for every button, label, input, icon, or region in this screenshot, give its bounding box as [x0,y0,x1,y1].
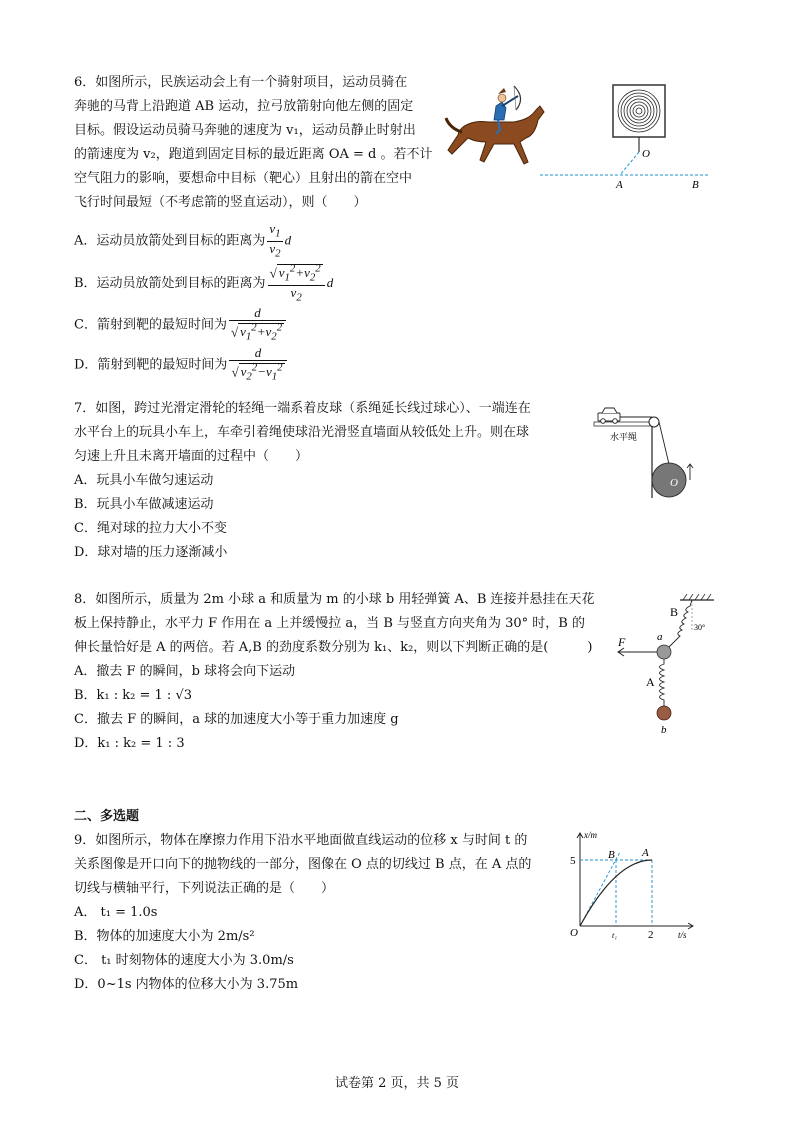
q8-option-a: A．撤去 F 的瞬间，b 球将会向下运动 [74,664,296,679]
rope-label: 水平绳 [610,433,638,443]
q6-option-d-formula: $\frac{d}{√ v_2^2-v_1^2}$ [229,346,286,384]
q6-option-b: B．运动员放箭处到目标的距离为 $\frac{√ v_1^2+v_2^2}{v_2}$ d [74,263,334,304]
toy-car-icon [598,408,620,423]
q9-option-b: B．物体的加速度大小为 2m/s² [74,929,255,944]
q6-option-a-formula: $\frac{v_1}{v_2}$ [269,221,281,260]
q6-line-5: 空气阻力的影响，要想命中目标（靶心）且射出的箭在空中 [74,171,413,186]
ball-b-icon [657,706,671,720]
rope-to-ball [659,422,669,464]
q9-line-3: 切线与横轴平行，下列说法正确的是（ ） [74,881,335,896]
spring-a-icon [660,659,665,706]
q6-option-a: A．运动员放箭处到目标的距离为 $\frac{v_1}{v_2}$ d [74,221,292,260]
q6-line-4: 的箭速度为 v₂，跑道到固定目标的最近距离 OA = d 。若不计 [74,147,433,162]
angle-label: 30° [694,623,706,632]
q6-option-b-formula: $\frac{√ v_1^2+v_2^2}{v_2}$ [268,262,325,305]
q8-figure [610,592,720,742]
ball-a-label: a [657,631,663,643]
q9-line-2: 关系图像是开口向下的抛物线的一部分，图像在 O 点的切线过 B 点，在 A 点的 [74,857,532,872]
q6-option-d-text: D．箭射到靶的最短时间为 [74,357,228,373]
ball-center-label: O [670,477,678,489]
q6-line-1: 6．如图所示，民族运动会上有一个骑射项目，运动员骑在 [74,75,408,90]
q8-option-c: C．撤去 F 的瞬间，a 球的加速度大小等于重力加速度 g [74,712,399,727]
y-axis-label: x/m [584,830,597,840]
q7-option-d: D．球对墙的压力逐渐减小 [74,545,228,560]
q6-option-c [74,306,288,344]
q7-option-c: C．绳对球的拉力大小不变 [74,521,227,536]
q9-figure [566,828,702,940]
q9-option-d: D．0~1s 内物体的位移大小为 3.75m [74,977,299,992]
q9-option-a: A． t₁ = 1.0s [74,905,158,920]
q9-option-c: C． t₁ 时刻物体的速度大小为 3.0m/s [74,953,294,968]
q7-option-b: B．玩具小车做减速运动 [74,497,214,512]
x-tick-2: 2 [648,929,654,940]
ball-icon [652,463,686,497]
q7-line-1: 7．如图，跨过光滑定滑轮的轻绳一端系着皮球（系绳延长线过球心）、一端连在 [74,401,531,416]
point-a-label: A [642,847,649,859]
point-b-label: B [608,849,615,861]
q6-line-2: 奔驰的马背上沿跑道 AB 运动，拉弓放箭射向他左侧的固定 [74,99,414,114]
q7-line-2: 水平台上的玩具小车上，车牵引着绳使球沿光滑竖直墙面从较低处上升。则在球 [74,425,530,440]
ball-b-label: b [661,724,667,736]
x-tick-t1: t₁ [612,931,618,940]
upward-arrow-icon [687,464,693,480]
q6-option-c-formula: $\frac{d}{√ v_1^2+v_2^2}$ [229,306,286,344]
x-axis-label: t/s [678,930,687,940]
spring-b-label: B [670,605,679,619]
q6-option-a-text: A．运动员放箭处到目标的距离为 [74,233,266,249]
q8-line-1: 8．如图所示，质量为 2m 小球 a 和质量为 m 的小球 b 用轻弹簧 A、B 连接并悬挂在天花 [74,592,595,607]
q7-line-3: 匀速上升且未离开墙面的过程中（ ） [74,449,309,464]
q7-figure [590,400,700,500]
spring-a-label: A [646,675,655,689]
q8-option-d: D．k₁ : k₂ = 1 : 3 [74,736,185,751]
q7-option-a: A．玩具小车做匀速运动 [74,473,214,488]
label-b: B [692,179,699,191]
q9-line-1: 9．如图所示，物体在摩擦力作用下沿水平地面做直线运动的位移 x 与时间 t 的 [74,833,528,848]
q6-line-3: 目标。假设运动员骑马奔驰的速度为 v₁，运动员静止时射出 [74,123,416,138]
q6-option-d [74,346,289,384]
q6-option-c-text: C．箭射到靶的最短时间为 [74,317,227,333]
ceiling-hatch [683,594,711,600]
page-footer: 试卷第 2 页，共 5 页 [334,1076,460,1091]
q6-option-b-text: B．运动员放箭处到目标的距离为 [74,275,266,291]
q6-line-6: 飞行时间最短（不考虑箭的竖直运动），则（ ） [74,195,367,210]
q6-figure [440,80,730,195]
origin-label: O [570,927,578,939]
pulley-icon [649,417,659,427]
label-a: A [616,179,623,191]
force-f-label: F [618,635,626,649]
label-o: O [642,148,650,160]
q8-line-3: 伸长量恰好是 A 的两倍。若 A,B 的劲度系数分别为 k₁、k₂，则以下判断正确的是( ) [74,640,593,655]
segment-oa [620,152,639,175]
horse-rider-icon [446,86,544,164]
section-title-multiple-choice: 二、多选题 [74,809,140,824]
q8-option-b: B．k₁ : k₂ = 1 : √3 [74,688,193,703]
ball-a-icon [657,645,671,659]
q8-line-2: 板上保持静止，水平力 F 作用在 a 上并缓慢拉 a，当 B 与竖直方向夹角为 30° 时，B 的 [74,616,585,631]
y-tick-5: 5 [570,855,576,867]
